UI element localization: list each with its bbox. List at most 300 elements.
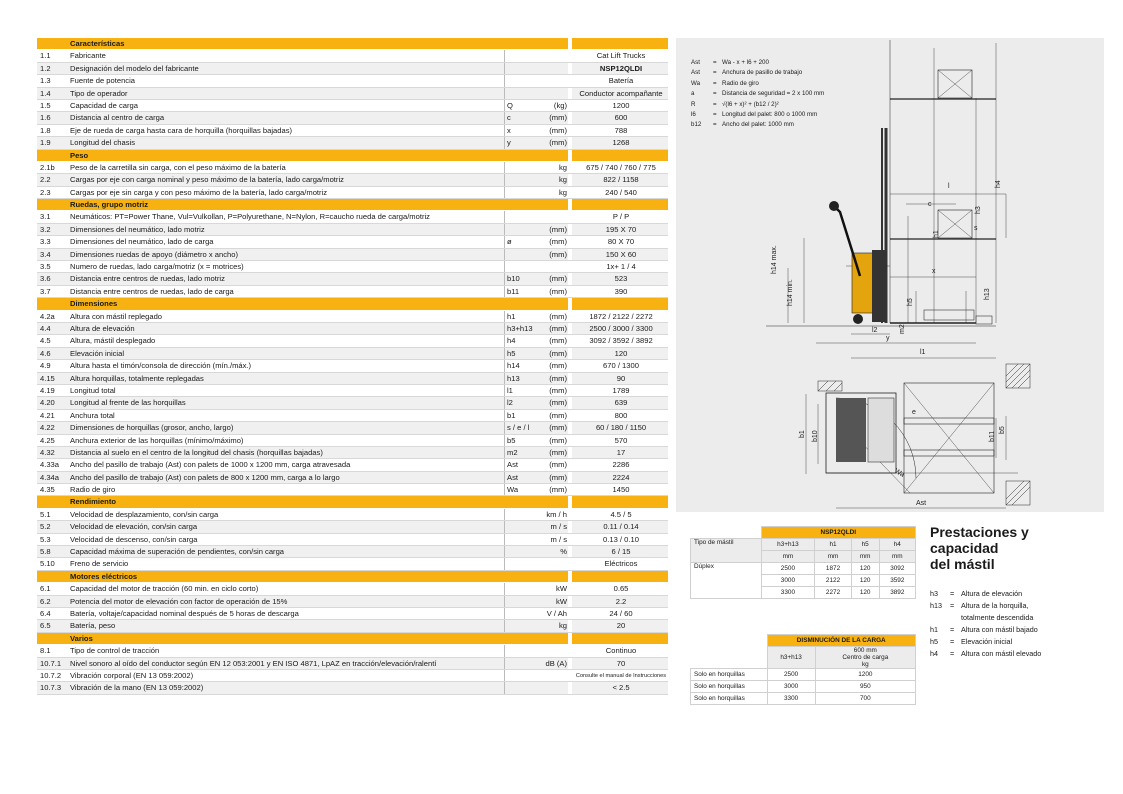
- row-value: 1450: [612, 485, 630, 495]
- column-gap: [568, 558, 572, 569]
- row-number: 3.1: [40, 212, 51, 222]
- column-gap: [568, 100, 572, 111]
- column-divider: [504, 435, 505, 446]
- row-number: 4.9: [40, 361, 51, 371]
- row-unit: (mm): [549, 274, 567, 284]
- row-symbol: l2: [507, 398, 513, 408]
- row-symbol: Wa: [507, 485, 519, 495]
- column-gap: [568, 75, 572, 86]
- row-unit: (mm): [549, 398, 567, 408]
- row-description: Longitud total: [70, 385, 116, 395]
- row-number: 6.5: [40, 621, 51, 631]
- spec-table: [37, 38, 668, 695]
- column-gap: [568, 187, 572, 198]
- table-row: [37, 558, 668, 570]
- row-number: 1.5: [40, 100, 51, 110]
- row-value: 240 / 540: [605, 187, 637, 197]
- row-number: 3.3: [40, 237, 51, 247]
- row-unit: (mm): [549, 224, 567, 234]
- table-row: [37, 546, 668, 558]
- svg-text:m2: m2: [899, 324, 906, 334]
- column-gap: [568, 224, 572, 235]
- legend-item: Ast = Wa - x + l6 + 200: [691, 59, 769, 66]
- row-symbol: l1: [507, 385, 513, 395]
- column-divider: [504, 63, 505, 74]
- svg-text:Wa: Wa: [893, 467, 906, 479]
- column-divider: [504, 385, 505, 396]
- table-row: [37, 323, 668, 335]
- row-number: 1.1: [40, 51, 51, 61]
- column-divider: [504, 112, 505, 123]
- column-gap: [568, 645, 572, 656]
- row-value: 1x+ 1 / 4: [606, 262, 636, 272]
- row-symbol: b10: [507, 274, 520, 284]
- table-row: [37, 670, 668, 682]
- column-gap: [568, 286, 572, 297]
- svg-text:h1: h1: [933, 230, 940, 238]
- row-value: 20: [616, 621, 626, 631]
- dimension-diagram: [676, 38, 1104, 512]
- row-number: 3.7: [40, 286, 51, 296]
- row-unit: dB (A): [545, 658, 567, 668]
- column-gap: [568, 38, 572, 49]
- row-symbol: h4: [507, 336, 516, 346]
- row-value: Cat Lift Trucks: [596, 51, 646, 61]
- row-description: Dimensiones: [70, 299, 118, 309]
- row-unit: (kg): [553, 100, 567, 110]
- column-gap: [568, 137, 572, 148]
- table-row: [37, 261, 668, 273]
- table-row: [37, 348, 668, 360]
- row-description: Nivel sonoro al oído del conductor según EN 12 053:2001 y EN ISO 4871, LpAZ en tracción/elevación/ralentí: [70, 658, 437, 668]
- section-header: [37, 496, 668, 508]
- column-divider: [504, 311, 505, 322]
- column-divider: [504, 100, 505, 111]
- column-divider: [504, 261, 505, 272]
- row-description: Altura, mástil desplegado: [70, 336, 156, 346]
- row-value: 0.65: [613, 584, 629, 594]
- row-value: 80 X 70: [607, 237, 635, 247]
- row-value: 0.13 / 0.10: [603, 534, 639, 544]
- row-unit: (mm): [549, 125, 567, 135]
- row-unit: (mm): [549, 423, 567, 433]
- svg-text:h3: h3: [975, 206, 982, 214]
- table-row: [37, 236, 668, 248]
- row-unit: (mm): [549, 485, 567, 495]
- row-description: Dimensiones del neumático, lado de carga: [70, 237, 214, 247]
- svg-text:l: l: [948, 183, 950, 190]
- column-divider: [504, 88, 505, 99]
- column-gap: [568, 211, 572, 222]
- row-number: 2.3: [40, 187, 51, 197]
- column-gap: [568, 447, 572, 458]
- row-number: 4.20: [40, 398, 55, 408]
- table-row: [37, 422, 668, 434]
- row-number: 4.32: [40, 447, 55, 457]
- row-value: Batería: [608, 76, 634, 86]
- row-number: 6.4: [40, 608, 51, 618]
- column-divider: [504, 286, 505, 297]
- row-symbol: b11: [507, 286, 520, 296]
- row-number: 2.1b: [40, 162, 55, 172]
- row-description: Altura de elevación: [70, 323, 135, 333]
- row-number: 6.2: [40, 596, 51, 606]
- column-divider: [504, 645, 505, 656]
- row-unit: (mm): [549, 249, 567, 259]
- column-gap: [568, 583, 572, 594]
- table-row: [37, 187, 668, 199]
- row-unit: (mm): [549, 472, 567, 482]
- table-row: [37, 137, 668, 149]
- row-description: Altura hasta el timón/consola de dirección (mín./máx.): [70, 361, 252, 371]
- row-symbol: h3+h13: [507, 323, 533, 333]
- row-description: Radio de giro: [70, 485, 116, 495]
- row-unit: (mm): [549, 336, 567, 346]
- row-description: Distancia entre centros de ruedas, lado de carga: [70, 286, 234, 296]
- row-description: Longitud del chasis: [70, 138, 136, 148]
- column-gap: [568, 150, 572, 161]
- row-symbol: b1: [507, 410, 516, 420]
- row-description: Peso de la carretilla sin carga, con el peso máximo de la batería: [70, 162, 286, 172]
- legend-item: h4 = Altura con mástil elevado: [930, 649, 1042, 658]
- row-unit: kW: [556, 596, 567, 606]
- table-row: [37, 373, 668, 385]
- row-description: Ancho del pasillo de trabajo (Ast) con palets de 800 x 1200 mm, carga a lo largo: [70, 472, 340, 482]
- row-description: Fuente de potencia: [70, 76, 136, 86]
- column-gap: [568, 534, 572, 545]
- column-divider: [504, 410, 505, 421]
- svg-text:b1: b1: [799, 430, 806, 438]
- table-row: [37, 521, 668, 533]
- row-value: 788: [614, 125, 628, 135]
- column-divider: [504, 187, 505, 198]
- column-gap: [568, 348, 572, 359]
- row-description: Vibración corporal (EN 13 059:2002): [70, 670, 194, 680]
- tiller-handle: [834, 206, 860, 276]
- row-value: 4.5 / 5: [610, 509, 632, 519]
- column-gap: [568, 496, 572, 507]
- column-divider: [504, 162, 505, 173]
- row-unit: kW: [556, 584, 567, 594]
- svg-text:h14 min.: h14 min.: [787, 279, 794, 306]
- row-unit: (mm): [549, 447, 567, 457]
- column-gap: [568, 658, 572, 669]
- row-number: 4.35: [40, 485, 55, 495]
- row-description: Tipo de control de tracción: [70, 646, 160, 656]
- table-row: [37, 224, 668, 236]
- table-row: Dúplex 2500 1872 120 3092: [691, 563, 916, 575]
- row-value: 600: [614, 113, 628, 123]
- row-unit: kg: [558, 621, 567, 631]
- row-unit: (mm): [549, 435, 567, 445]
- row-value: 2286: [612, 460, 630, 470]
- svg-text:l1: l1: [920, 349, 926, 356]
- row-number: 1.2: [40, 63, 51, 73]
- row-symbol: h1: [507, 311, 516, 321]
- column-gap: [568, 373, 572, 384]
- row-number: 5.2: [40, 522, 51, 532]
- row-unit: kg: [558, 162, 567, 172]
- svg-text:Ast: Ast: [916, 500, 927, 507]
- legend-item: R = √(l6 + x)² + (b12 / 2)²: [691, 100, 779, 108]
- row-value: NSP12QLDI: [599, 63, 643, 73]
- mast-table-title: NSP12QLDI: [761, 527, 916, 539]
- row-value: 0.11 / 0.14: [603, 522, 639, 532]
- table-row: [37, 335, 668, 347]
- row-description: Longitud al frente de las horquillas: [70, 398, 186, 408]
- column-divider: [504, 558, 505, 569]
- table-row: 3300 2272 120 3892: [691, 587, 916, 599]
- legend-item: Ast = Anchura de pasillo de trabajo: [691, 69, 803, 77]
- table-row: [37, 211, 668, 223]
- column-gap: [568, 459, 572, 470]
- column-divider: [504, 459, 505, 470]
- table-row: [37, 88, 668, 100]
- row-value: Conductor acompañante: [579, 88, 663, 98]
- row-description: Designación del modelo del fabricante: [70, 63, 199, 73]
- column-gap: [568, 273, 572, 284]
- row-value: < 2.5: [612, 683, 630, 693]
- row-description: Altura horquillas, totalmente replegadas: [70, 373, 204, 383]
- column-gap: [568, 385, 572, 396]
- row-number: 5.1: [40, 509, 51, 519]
- row-number: 3.2: [40, 224, 51, 234]
- column-divider: [504, 249, 505, 260]
- table-row: [37, 410, 668, 422]
- row-value: 17: [616, 447, 626, 457]
- legend-item: a = Distancia de seguridad = 2 x 100 mm: [691, 90, 825, 98]
- column-divider: [504, 658, 505, 669]
- row-symbol: h14: [507, 361, 520, 371]
- table-row: [37, 162, 668, 174]
- column-divider: [504, 323, 505, 334]
- table-row: [37, 311, 668, 323]
- row-value: 90: [616, 373, 626, 383]
- row-description: Cargas por eje con carga nominal y peso máximo de la batería, lado carga/motriz: [70, 175, 344, 185]
- table-row: [37, 174, 668, 186]
- column-divider: [504, 534, 505, 545]
- row-number: 2.2: [40, 175, 51, 185]
- row-number: 5.3: [40, 534, 51, 544]
- row-value: 675 / 740 / 760 / 775: [586, 162, 656, 172]
- column-gap: [568, 422, 572, 433]
- mast-legend: [930, 588, 1041, 660]
- row-value: Consulte el manual de Instrucciones: [575, 672, 667, 679]
- row-number: 4.21: [40, 410, 55, 420]
- table-row: [37, 472, 668, 484]
- section-header: [37, 298, 668, 310]
- column-gap: [568, 360, 572, 371]
- row-value: Eléctricos: [604, 559, 638, 569]
- column-gap: [568, 236, 572, 247]
- table-row: [37, 63, 668, 75]
- column-divider: [504, 608, 505, 619]
- row-number: 1.4: [40, 88, 51, 98]
- column-gap: [568, 608, 572, 619]
- table-row: [37, 596, 668, 608]
- row-description: Dimensiones de horquillas (grosor, ancho, largo): [70, 423, 234, 433]
- table-row: Solo en horquillas 2500 1200: [691, 669, 916, 681]
- row-number: 1.9: [40, 138, 51, 148]
- row-description: Anchura exterior de las horquillas (mínimo/máximo): [70, 435, 244, 445]
- table-row: [37, 583, 668, 595]
- row-description: Varios: [70, 633, 93, 643]
- table-row: [37, 360, 668, 372]
- section-header: [37, 150, 668, 162]
- column-divider: [504, 335, 505, 346]
- row-unit: (mm): [549, 138, 567, 148]
- row-unit: (mm): [549, 286, 567, 296]
- column-divider: [504, 174, 505, 185]
- row-description: Batería, voltaje/capacidad nominal después de 5 horas de descarga: [70, 608, 299, 618]
- row-description: Batería, peso: [70, 621, 116, 631]
- row-value: 390: [614, 286, 628, 296]
- table-row: [37, 658, 668, 670]
- column-divider: [504, 360, 505, 371]
- table-row: [37, 509, 668, 521]
- column-gap: [568, 249, 572, 260]
- row-value: 6 / 15: [611, 547, 631, 557]
- row-symbol: h5: [507, 348, 516, 358]
- table-row: [37, 385, 668, 397]
- column-divider: [504, 373, 505, 384]
- row-symbol: Ast: [507, 472, 518, 482]
- column-divider: [504, 236, 505, 247]
- column-gap: [568, 484, 572, 495]
- table-row: 3000 2122 120 3592: [691, 575, 916, 587]
- legend-item: h5 = Elevación inicial: [930, 637, 1013, 646]
- row-number: 10.7.2: [40, 670, 62, 680]
- row-value: 70: [616, 658, 626, 668]
- table-row: Solo en horquillas 3000 950: [691, 681, 916, 693]
- row-value: 1200: [612, 100, 630, 110]
- row-value: 523: [614, 274, 628, 284]
- table-row: [37, 249, 668, 261]
- svg-text:c: c: [928, 201, 932, 208]
- column-divider: [504, 521, 505, 532]
- mast-type-header: Tipo de mástil: [691, 539, 762, 563]
- row-symbol: ø: [507, 237, 512, 247]
- row-unit: km / h: [546, 509, 567, 519]
- row-unit: (mm): [549, 385, 567, 395]
- row-value: P / P: [612, 212, 630, 222]
- row-value: 1872 / 2122 / 2272: [589, 311, 653, 321]
- column-gap: [568, 63, 572, 74]
- row-unit: (mm): [549, 348, 567, 358]
- column-divider: [504, 211, 505, 222]
- row-value: 195 X 70: [605, 224, 637, 234]
- row-value: 800: [614, 410, 628, 420]
- table-row: [37, 273, 668, 285]
- row-unit: (mm): [549, 373, 567, 383]
- row-number: 6.1: [40, 584, 51, 594]
- row-description: Anchura total: [70, 410, 115, 420]
- row-symbol: c: [507, 113, 511, 123]
- column-divider: [504, 273, 505, 284]
- table-row: [37, 100, 668, 112]
- column-gap: [568, 88, 572, 99]
- column-gap: [568, 125, 572, 136]
- row-value: 2.2: [615, 596, 627, 606]
- row-value: 3092 / 3592 / 3892: [589, 336, 653, 346]
- column-gap: [568, 633, 572, 644]
- column-gap: [568, 546, 572, 557]
- legend-item: b12 = Ancho del palet: 1000 mm: [691, 121, 794, 129]
- legend-item: h13 = Altura de la horquilla, totalmente descendida: [930, 601, 1034, 622]
- row-description: Peso: [70, 150, 89, 160]
- load-table-title: DISMINUCIÓN DE LA CARGA: [767, 635, 916, 647]
- row-unit: (mm): [549, 323, 567, 333]
- svg-text:e: e: [912, 409, 916, 416]
- table-row: [37, 112, 668, 124]
- row-number: 4.34a: [40, 472, 60, 482]
- row-description: Motores eléctricos: [70, 571, 138, 581]
- row-symbol: s / e / l: [507, 423, 530, 433]
- row-value: 1268: [612, 138, 630, 148]
- column-divider: [504, 546, 505, 557]
- row-description: Potencia del motor de elevación con factor de operación de 15%: [70, 596, 288, 606]
- row-unit: (mm): [549, 237, 567, 247]
- row-number: 8.1: [40, 646, 51, 656]
- row-unit: %: [560, 547, 567, 557]
- diagram-legend: [691, 58, 824, 131]
- row-number: 4.15: [40, 373, 55, 383]
- row-description: Altura con mástil replegado: [70, 311, 163, 321]
- table-row: [37, 534, 668, 546]
- row-number: 3.5: [40, 262, 51, 272]
- row-value: 822 / 1158: [603, 175, 639, 185]
- column-gap: [568, 682, 572, 693]
- table-row: [37, 447, 668, 459]
- table-row: Solo en horquillas 3300 700: [691, 693, 916, 705]
- row-number: 4.25: [40, 435, 55, 445]
- column-divider: [504, 348, 505, 359]
- column-divider: [504, 670, 505, 681]
- section-header: [37, 38, 668, 50]
- row-description: Velocidad de desplazamiento, con/sin carga: [70, 509, 219, 519]
- row-number: 3.6: [40, 274, 51, 284]
- row-number: 1.6: [40, 113, 51, 123]
- column-divider: [504, 422, 505, 433]
- load-reduction-table: DISMINUCIÓN DE LA CARGA h3+h13 600 mm Centro de carga kg Solo en horquillas 2500 1200 Solo en horquillas 3000 950 Solo en horquillas 3300 700: [690, 634, 916, 705]
- row-value: 639: [614, 398, 628, 408]
- svg-text:h14 max.: h14 max.: [771, 245, 778, 274]
- column-gap: [568, 335, 572, 346]
- row-number: 5.10: [40, 559, 55, 569]
- column-gap: [568, 435, 572, 446]
- row-description: Capacidad de carga: [70, 100, 138, 110]
- table-row: [37, 397, 668, 409]
- row-description: Fabricante: [70, 51, 106, 61]
- row-symbol: y: [507, 138, 511, 148]
- column-divider: [504, 75, 505, 86]
- legend-item: Wa = Radio de giro: [691, 79, 759, 87]
- row-description: Distancia al suelo en el centro de la longitud del chasis (horquillas bajadas): [70, 447, 323, 457]
- row-description: Elevación inicial: [70, 348, 125, 358]
- row-unit: V / Ah: [546, 608, 567, 618]
- column-gap: [568, 509, 572, 520]
- column-gap: [568, 472, 572, 483]
- svg-text:h5: h5: [907, 298, 914, 306]
- row-description: Capacidad máxima de superación de pendientes, con/sin carga: [70, 547, 285, 557]
- row-number: 4.19: [40, 385, 55, 395]
- column-divider: [504, 682, 505, 693]
- svg-text:b5: b5: [999, 426, 1006, 434]
- table-row: [37, 435, 668, 447]
- table-row: [37, 75, 668, 87]
- column-divider: [504, 224, 505, 235]
- legend-item: h1 = Altura con mástil bajado: [930, 625, 1038, 634]
